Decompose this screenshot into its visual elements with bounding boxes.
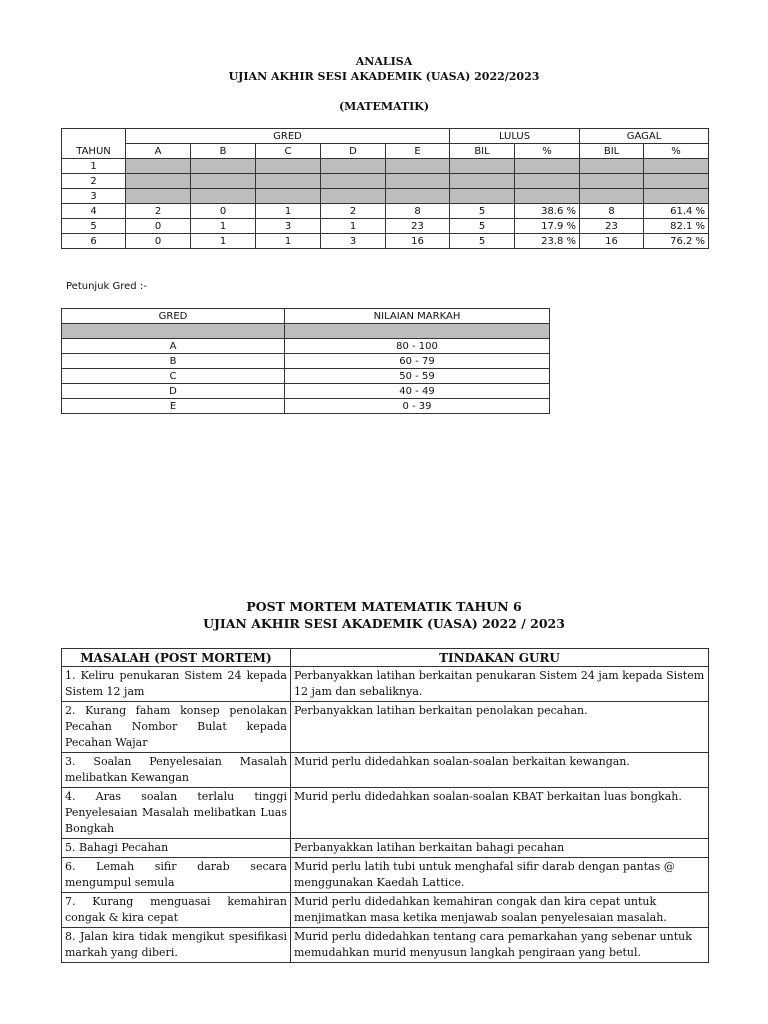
analysis-cell [126, 159, 191, 174]
analysis-cell [126, 189, 191, 204]
analysis-cell [321, 159, 386, 174]
postmortem-row [62, 839, 709, 858]
grade-cell-markah: 60 - 79 [285, 354, 550, 369]
header-lulus: LULUS [450, 129, 580, 144]
postmortem-tindakan-cell: Murid perlu didedahkan kemahiran congak dan kira cepat untuk menjimatkan masa ketika menjawab soalan penyelesaian masalah. [291, 893, 709, 928]
postmortem-masalah-cell: 2. Kurang faham konsep penolakan Pecahan Nombor Bulat kepada Pecahan Wajar [62, 702, 291, 753]
analysis-cell: 1 [256, 204, 321, 219]
analysis-cell: 1 [191, 234, 256, 249]
postmortem-tindakan-cell: Perbanyakkan latihan berkaitan penolakan pecahan. [291, 702, 709, 753]
analysis-cell [386, 174, 450, 189]
postmortem-masalah-cell: 1. Keliru penukaran Sistem 24 kepada Sistem 12 jam [62, 667, 291, 702]
postmortem-title-block [0, 598, 768, 632]
analysis-cell: 8 [580, 204, 644, 219]
analysis-tahun-cell: 1 [62, 159, 126, 174]
analysis-tahun-cell: 4 [62, 204, 126, 219]
analysis-row [62, 234, 709, 249]
analysis-cell [321, 189, 386, 204]
grade-row [62, 399, 550, 414]
analysis-cell: 17.9 % [515, 219, 580, 234]
analysis-cell: 5 [450, 219, 515, 234]
analysis-tahun-cell: 3 [62, 189, 126, 204]
grade-cell-gred: D [62, 384, 285, 399]
analysis-cell: 3 [256, 219, 321, 234]
title-analisa: ANALISA [355, 55, 413, 68]
grade-shaded-row [62, 324, 550, 339]
analysis-cell [256, 159, 321, 174]
analysis-cell [580, 159, 644, 174]
title-subject: (MATEMATIK) [338, 100, 430, 113]
postmortem-row [62, 702, 709, 753]
subheader-lulus-percent: % [515, 144, 580, 159]
subheader-a: A [126, 144, 191, 159]
analysis-cell [256, 174, 321, 189]
postmortem-tindakan-cell: Perbanyakkan latihan berkaitan penukaran Sistem 24 jam kepada Sistem 12 jam dan sebaliknya. [291, 667, 709, 702]
analysis-cell [515, 159, 580, 174]
analysis-cell: 2 [126, 204, 191, 219]
grade-row [62, 384, 550, 399]
analysis-cell [256, 189, 321, 204]
analysis-cell [321, 174, 386, 189]
analysis-cell [126, 174, 191, 189]
grade-header-gred: GRED [62, 309, 285, 324]
analysis-cell: 0 [191, 204, 256, 219]
postmortem-row [62, 858, 709, 893]
postmortem-header-row [62, 649, 709, 667]
analysis-cell [515, 189, 580, 204]
analysis-cell [450, 159, 515, 174]
analysis-cell [644, 159, 709, 174]
analysis-cell [386, 159, 450, 174]
analysis-cell: 82.1 % [644, 219, 709, 234]
postmortem-row [62, 928, 709, 963]
postmortem-title: POST MORTEM MATEMATIK TAHUN 6 [246, 599, 522, 614]
grade-body [62, 339, 550, 414]
grade-row [62, 369, 550, 384]
postmortem-table [61, 648, 709, 963]
analysis-cell: 5 [450, 204, 515, 219]
grade-header-markah: NILAIAN MARKAH [285, 309, 550, 324]
postmortem-tindakan-cell: Perbanyakkan latihan berkaitan bahagi pecahan [291, 839, 709, 858]
analysis-tahun-cell: 2 [62, 174, 126, 189]
grade-cell-gred: E [62, 399, 285, 414]
analysis-cell: 5 [450, 234, 515, 249]
subheader-d: D [321, 144, 386, 159]
analysis-row [62, 159, 709, 174]
grade-cell-gred: A [62, 339, 285, 354]
analysis-body [62, 159, 709, 249]
grade-row [62, 339, 550, 354]
header-gagal: GAGAL [580, 129, 709, 144]
postmortem-masalah-cell: 4. Aras soalan terlalu tinggi Penyelesaian Masalah melibatkan Luas Bongkah [62, 788, 291, 839]
analysis-cell: 23 [580, 219, 644, 234]
grade-note: Petunjuk Gred :- [66, 281, 147, 292]
analysis-row [62, 204, 709, 219]
postmortem-row [62, 667, 709, 702]
analysis-cell: 8 [386, 204, 450, 219]
grade-row [62, 354, 550, 369]
subheader-c: C [256, 144, 321, 159]
subheader-gagal-bil: BIL [580, 144, 644, 159]
analysis-cell: 23.8 % [515, 234, 580, 249]
postmortem-row [62, 788, 709, 839]
postmortem-header-tindakan: TINDAKAN GURU [291, 649, 709, 667]
analysis-cell [191, 159, 256, 174]
analysis-row [62, 174, 709, 189]
analysis-cell: 0 [126, 234, 191, 249]
grade-shaded-cell [285, 324, 550, 339]
postmortem-masalah-cell: 5. Bahagi Pecahan [62, 839, 291, 858]
subheader-lulus-bil: BIL [450, 144, 515, 159]
analysis-row [62, 189, 709, 204]
analysis-cell: 76.2 % [644, 234, 709, 249]
analysis-tahun-cell: 5 [62, 219, 126, 234]
analysis-title-block [0, 54, 768, 114]
postmortem-body [62, 667, 709, 963]
analysis-header-row-2 [62, 144, 709, 159]
title-exam: UJIAN AKHIR SESI AKADEMIK (UASA) 2022/2023 [228, 70, 540, 83]
analysis-cell: 16 [580, 234, 644, 249]
analysis-tahun-cell: 6 [62, 234, 126, 249]
analysis-cell [644, 189, 709, 204]
analysis-cell: 16 [386, 234, 450, 249]
analysis-cell: 61.4 % [644, 204, 709, 219]
grade-shaded-cell [62, 324, 285, 339]
analysis-cell: 3 [321, 234, 386, 249]
analysis-header-row-1 [62, 129, 709, 144]
postmortem-tindakan-cell: Murid perlu didedahkan soalan-soalan berkaitan kewangan. [291, 753, 709, 788]
analysis-row [62, 219, 709, 234]
subheader-b: B [191, 144, 256, 159]
postmortem-tindakan-cell: Murid perlu didedahkan soalan-soalan KBAT berkaitan luas bongkah. [291, 788, 709, 839]
postmortem-subtitle: UJIAN AKHIR SESI AKADEMIK (UASA) 2022 / 2023 [203, 616, 565, 631]
analysis-cell [450, 174, 515, 189]
grade-cell-markah: 40 - 49 [285, 384, 550, 399]
analysis-cell: 38.6 % [515, 204, 580, 219]
subheader-gagal-percent: % [644, 144, 709, 159]
analysis-table [61, 128, 709, 249]
analysis-cell [191, 189, 256, 204]
analysis-cell: 0 [126, 219, 191, 234]
analysis-cell [580, 189, 644, 204]
analysis-cell [580, 174, 644, 189]
analysis-cell [515, 174, 580, 189]
analysis-cell [644, 174, 709, 189]
analysis-cell: 23 [386, 219, 450, 234]
postmortem-masalah-cell: 8. Jalan kira tidak mengikut spesifikasi markah yang diberi. [62, 928, 291, 963]
postmortem-masalah-cell: 3. Soalan Penyelesaian Masalah melibatkan Kewangan [62, 753, 291, 788]
postmortem-masalah-cell: 6. Lemah sifir darab secara mengumpul semula [62, 858, 291, 893]
grade-cell-markah: 80 - 100 [285, 339, 550, 354]
grade-table [61, 308, 550, 414]
grade-header-row [62, 309, 550, 324]
grade-cell-markah: 0 - 39 [285, 399, 550, 414]
analysis-cell: 1 [321, 219, 386, 234]
analysis-cell [386, 189, 450, 204]
postmortem-row [62, 893, 709, 928]
grade-cell-gred: B [62, 354, 285, 369]
postmortem-tindakan-cell: Murid perlu latih tubi untuk menghafal sifir darab dengan pantas @ menggunakan Kaedah Lattice. [291, 858, 709, 893]
grade-cell-gred: C [62, 369, 285, 384]
postmortem-tindakan-cell: Murid perlu didedahkan tentang cara pemarkahan yang sebenar untuk memudahkan murid menyusun langkah pengiraan yang betul. [291, 928, 709, 963]
header-tahun: TAHUN [62, 129, 126, 159]
header-gred: GRED [126, 129, 450, 144]
analysis-cell: 1 [191, 219, 256, 234]
analysis-cell [191, 174, 256, 189]
postmortem-row [62, 753, 709, 788]
subheader-e: E [386, 144, 450, 159]
analysis-cell: 1 [256, 234, 321, 249]
postmortem-header-masalah: MASALAH (POST MORTEM) [62, 649, 291, 667]
analysis-cell: 2 [321, 204, 386, 219]
analysis-cell [450, 189, 515, 204]
grade-cell-markah: 50 - 59 [285, 369, 550, 384]
postmortem-masalah-cell: 7. Kurang menguasai kemahiran congak & kira cepat [62, 893, 291, 928]
